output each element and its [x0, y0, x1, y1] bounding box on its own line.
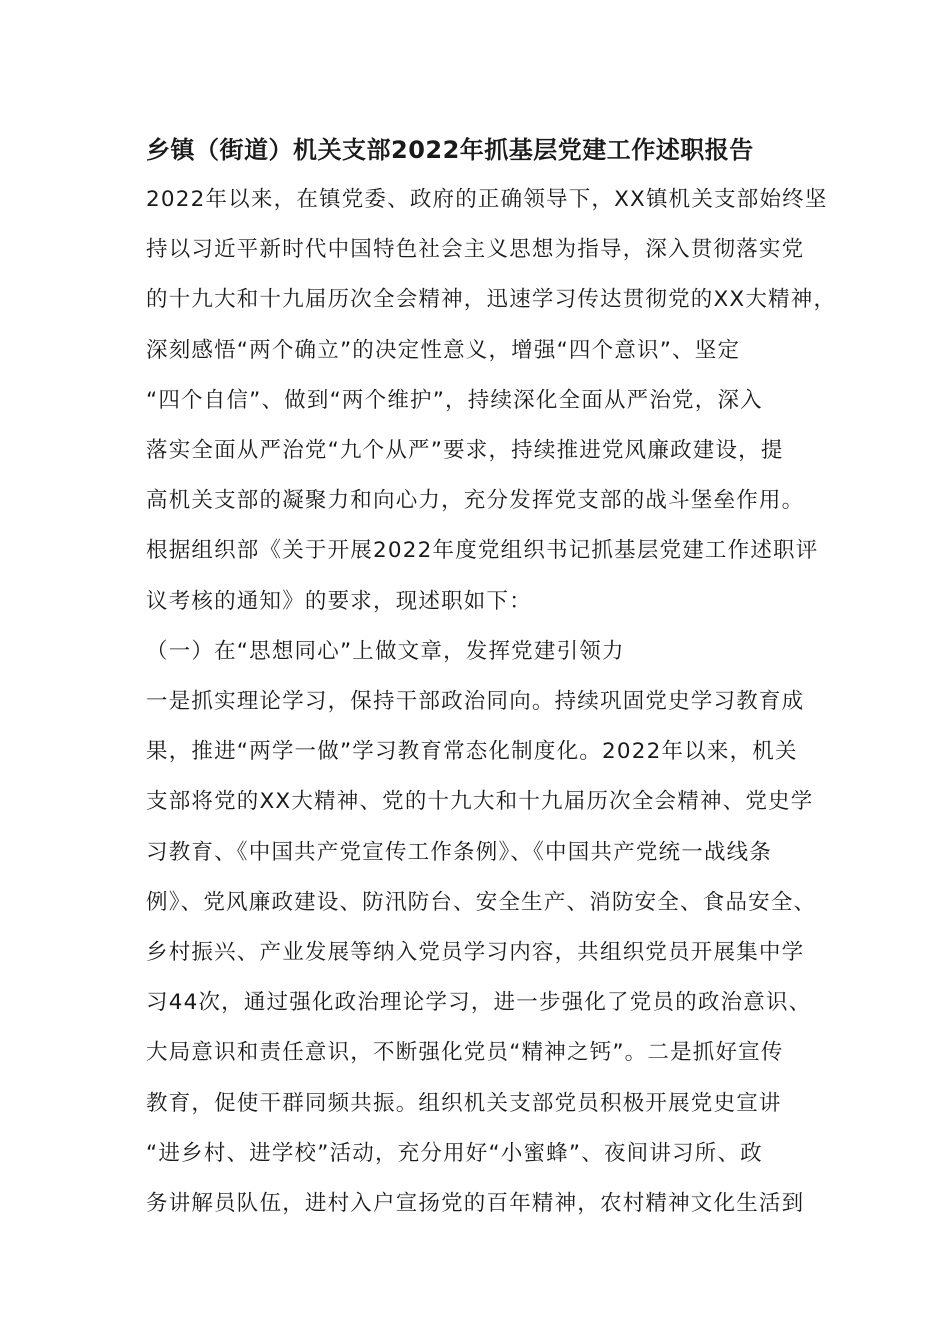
body-line: 议考核的通知》的要求，现述职如下： [146, 588, 532, 614]
body-line: （一）在“思想同心”上做文章，发挥党建引领力 [146, 638, 625, 664]
body-line: 务讲解员队伍，进村入户宣扬党的百年精神，农村精神文化生活到 [146, 1191, 805, 1216]
body-line: 支部将党的XX大精神、党的十九大和十九届历次全会精神、党史学 [146, 789, 814, 815]
body-line: 深刻感悟“两个确立”的决定性意义，增强“四个意识”、坚定 [146, 337, 741, 363]
body-line: 落实全面从严治党“九个从严”要求，持续推进党风廉政建设，提 [146, 438, 784, 463]
body-line: 高机关支部的凝聚力和向心力，充分发挥党支部的战斗堡垒作用。 [146, 488, 805, 514]
body-line: 一是抓实理论学习，保持干部政治同向。持续巩固党史学习教育成 [146, 689, 805, 714]
body-line: 2022年以来，在镇党委、政府的正确领导下，XX镇机关支部始终坚 [146, 187, 828, 212]
body-line: 持以习近平新时代中国特色社会主义思想为指导，深入贯彻落实党 [146, 237, 805, 263]
body-line: 习44次，通过强化政治理论学习，进一步强化了党员的政治意识、 [146, 990, 812, 1016]
body-line: 果，推进“两学一做”学习教育常态化制度化。2022年以来，机关 [146, 739, 798, 765]
body-line: 习教育、《中国共产党宣传工作条例》、《中国共产党统一战线条 [146, 839, 773, 865]
body-line: 的十九大和十九届历次全会精神，迅速学习传达贯彻党的XX大精神， [146, 287, 837, 313]
body-line: “进乡村、进学校”活动，充分用好“小蜜蜂”、夜间讲习所、政 [146, 1140, 763, 1166]
body-line: 例》、党风廉政建设、防汛防台、安全生产、消防安全、食品安全、 [146, 889, 817, 915]
document-title: 乡镇（街道）机关支部2022年抓基层党建工作述职报告 [146, 136, 754, 164]
body-line: 大局意识和责任意识，不断强化党员“精神之钙”。二是抓好宣传 [146, 1040, 784, 1066]
body-line: 教育，促使干群同频共振。组织机关支部党员积极开展党史宣讲 [146, 1090, 782, 1116]
body-line: 乡村振兴、产业发展等纳入党员学习内容，共组织党员开展集中学 [146, 940, 805, 965]
body-line: “四个自信”、做到“两个维护”，持续深化全面从严治党，深入 [146, 387, 763, 413]
body-line: 根据组织部《关于开展2022年度党组织书记抓基层党建工作述职评 [146, 538, 819, 564]
